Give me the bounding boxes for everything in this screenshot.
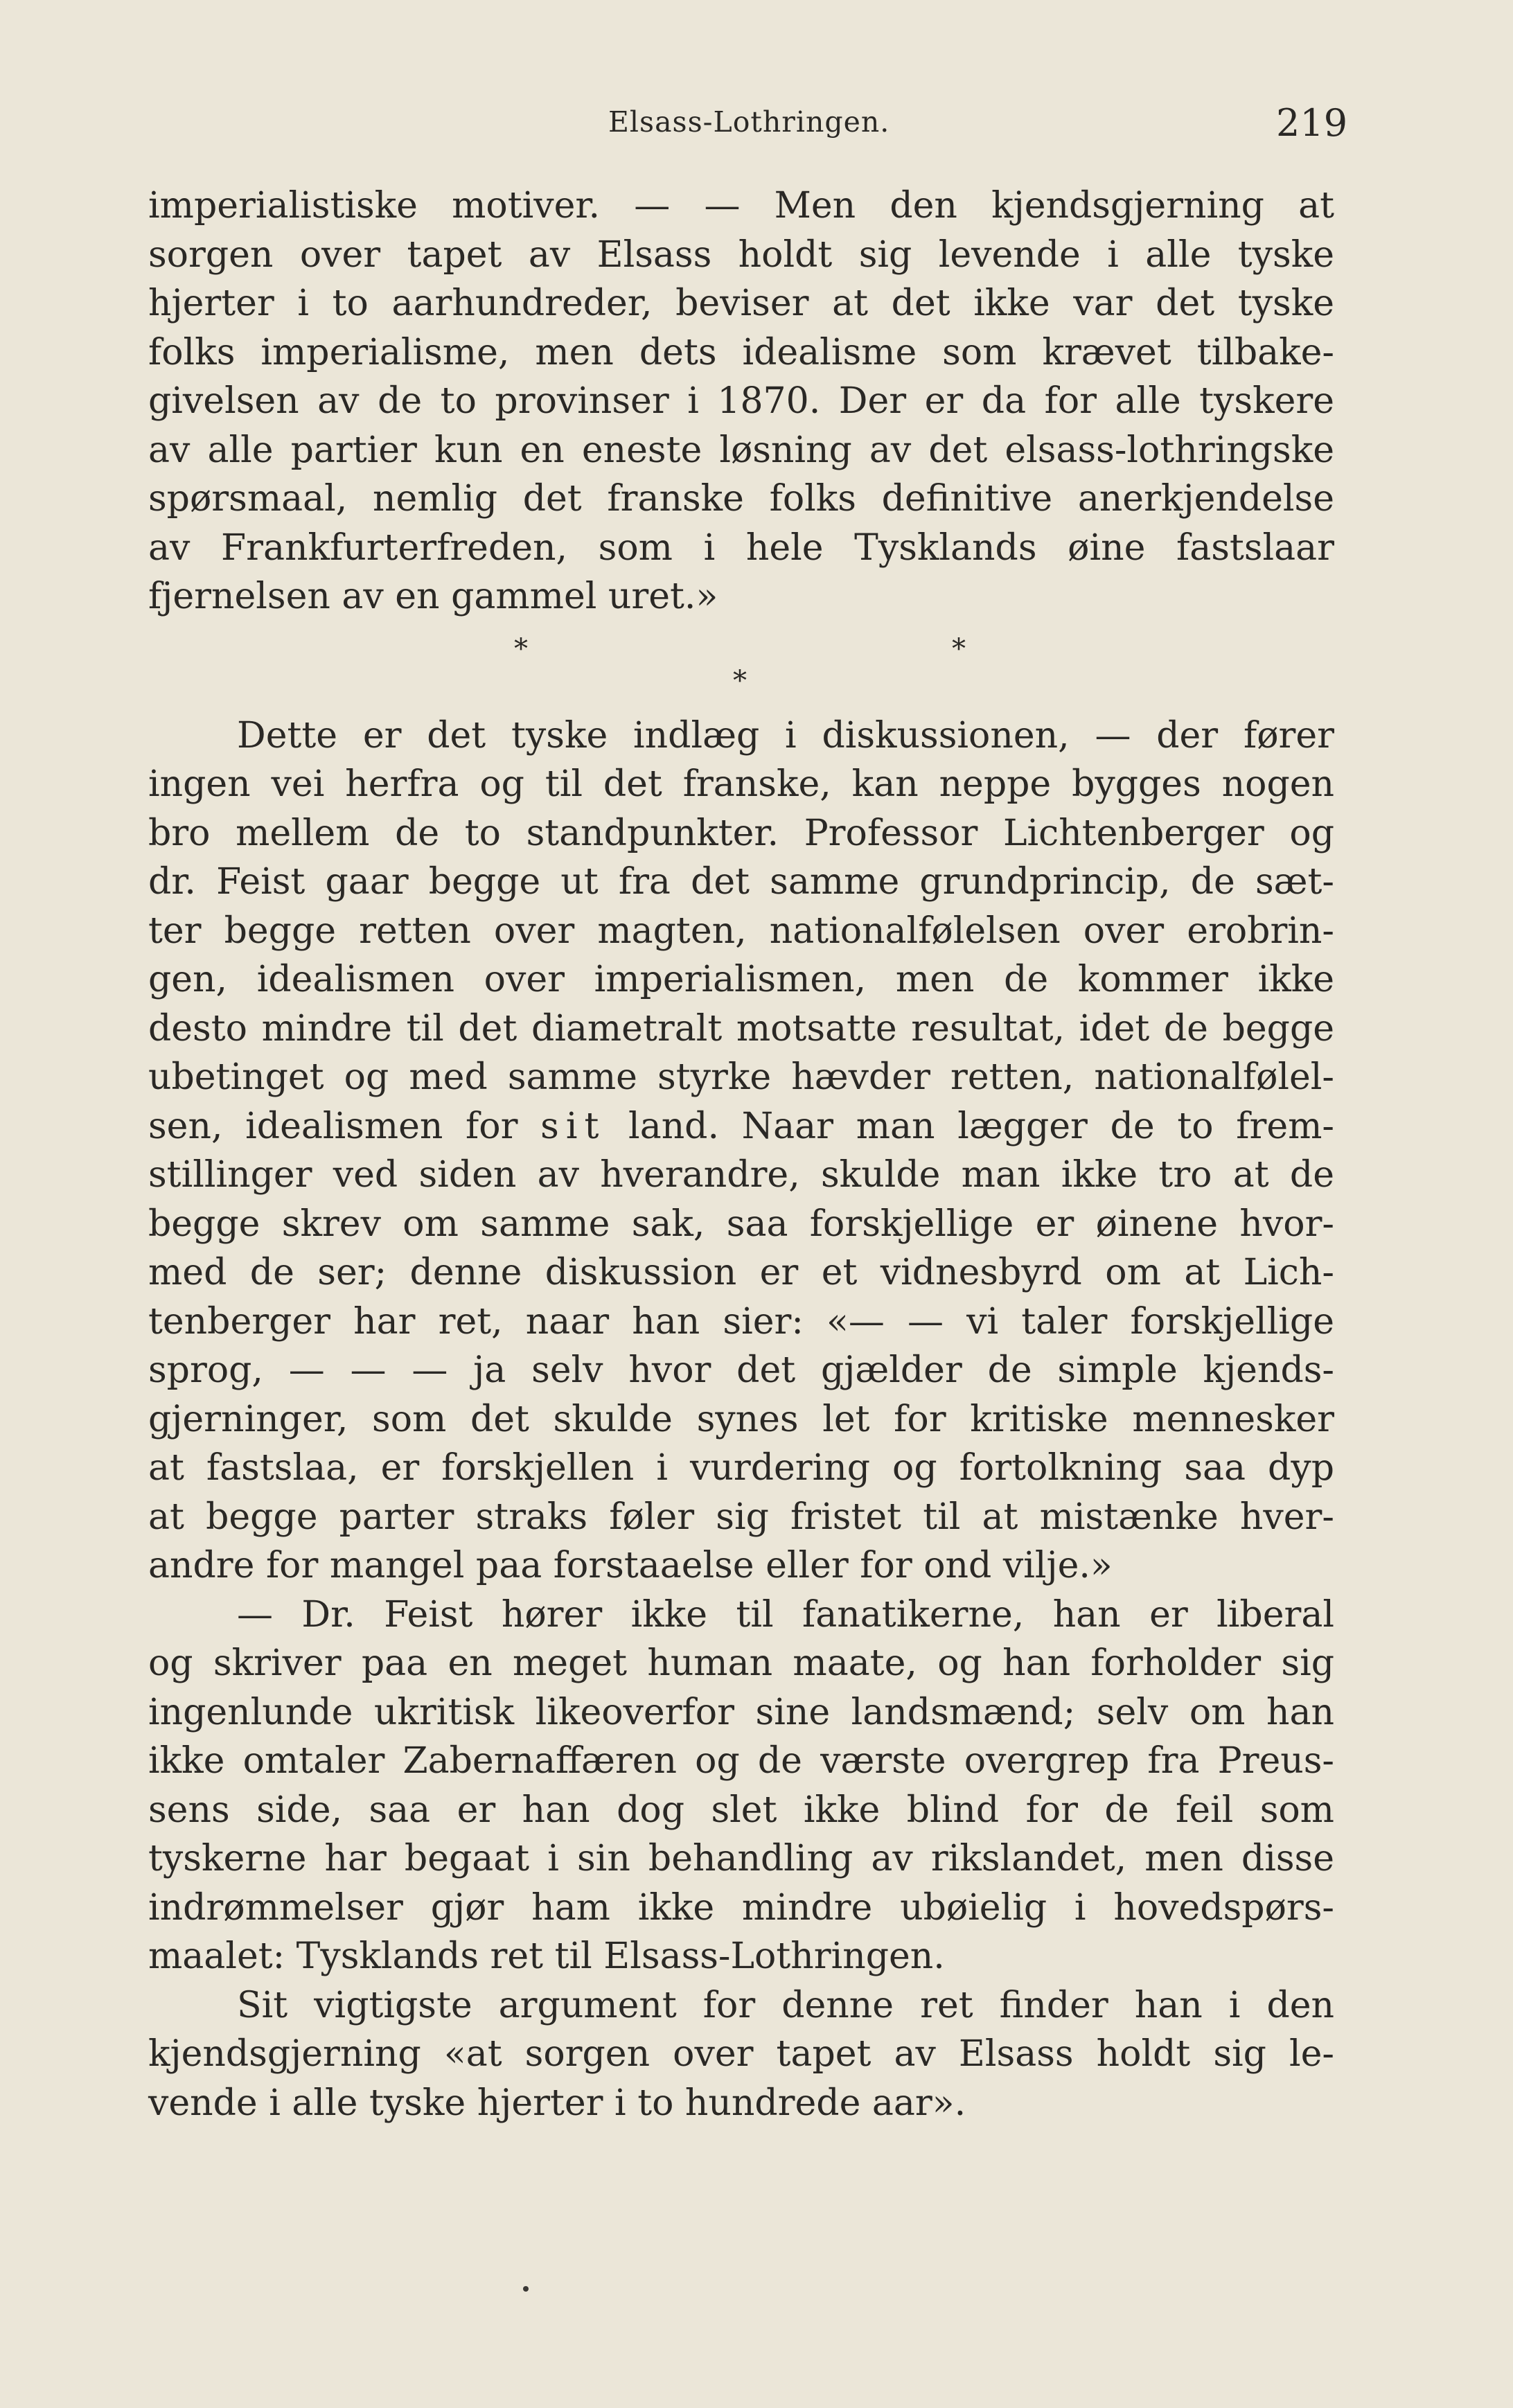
running-title: Elsass-Lothringen.: [608, 105, 890, 139]
text-line: Sit vigtigste argument for denne ret finder han i den: [237, 1984, 1334, 2026]
text-line: at begge parter straks føler sig fristet til at mistænke hver-: [148, 1496, 1334, 1538]
text-segment: land. Naar man lægger de to frem-: [605, 1105, 1334, 1147]
text-line: hjerter i to aarhundreder, beviser at det ikke var det tyske: [148, 283, 1334, 324]
text-line: Dette er det tyske indlæg i diskussionen, — der fører: [237, 714, 1334, 756]
text-line: desto mindre til det diametralt motsatte resultat, idet de begge: [148, 1007, 1334, 1050]
page-number: 219: [1276, 101, 1348, 145]
text-line: andre for mangel paa forstaaelse eller for ond vilje.»: [148, 1545, 1113, 1586]
text-line: begge skrev om samme sak, saa forskjellige er øinene hvor-: [148, 1203, 1334, 1245]
section-separator: [148, 621, 1334, 711]
text-line-with-spaced-word: [148, 1102, 1334, 1151]
paper-speck: [523, 2286, 529, 2292]
text-line: vende i alle tyske hjerter i to hundrede aar».: [148, 2082, 966, 2124]
paragraph-3: [148, 1591, 1334, 1981]
text-line: kjendsgjerning «at sorgen over tapet av Elsass holdt sig le-: [148, 2033, 1334, 2075]
text-line: sprog, — — — ja selv hvor det gjælder de simple kjends-: [148, 1349, 1334, 1391]
text-line: sorgen over tapet av Elsass holdt sig levende i alle tyske: [148, 233, 1334, 276]
text-line: ingenlunde ukritisk likeoverfor sine landsmænd; selv om han: [148, 1691, 1334, 1733]
text-line: sens side, saa er han dog slet ikke blind for de feil som: [148, 1789, 1334, 1831]
text-line: ubetinget og med samme styrke hævder retten, nationalfølel-: [148, 1056, 1334, 1098]
text-line: givelsen av de to provinser i 1870. Der er da for alle tyskere: [148, 380, 1334, 422]
text-line: imperialistiske motiver. — — Men den kjendsgjerning at: [148, 185, 1334, 227]
text-line: — Dr. Feist hører ikke til fanatikerne, han er liberal: [237, 1593, 1334, 1636]
asterisk-ornament: *: [514, 632, 528, 665]
text-line: spørsmaal, nemlig det franske folks definitive anerkjendelse: [148, 478, 1334, 520]
text-line: maalet: Tysklands ret til Elsass-Lothringen.: [148, 1936, 945, 1977]
asterisk-ornament: *: [733, 664, 747, 697]
text-line: at fastslaa, er forskjellen i vurdering og fortolkning saa dyp: [148, 1447, 1334, 1489]
text-line: indrømmelser gjør ham ikke mindre ubøielig i hovedspørs-: [148, 1886, 1334, 1929]
asterisk-ornament: *: [952, 632, 966, 665]
text-line: gen, idealismen over imperialismen, men de kommer ikke: [148, 959, 1334, 1000]
text-segment: sen, idealismen for: [148, 1105, 541, 1147]
paragraph-2: [148, 711, 1334, 1591]
text-line: gjerninger, som det skulde synes let for kritiske mennesker: [148, 1398, 1334, 1440]
text-line: av alle partier kun en eneste løsning av det elsass-lothringske: [148, 429, 1334, 471]
paragraph-4: [148, 1981, 1334, 2128]
text-line: ingen vei herfra og til det franske, kan neppe bygges nogen: [148, 763, 1334, 805]
text-line: av Frankfurterfreden, som i hele Tysklands øine fastslaar: [148, 526, 1334, 569]
paragraph-1: [148, 182, 1334, 621]
text-line: stillinger ved siden av hverandre, skulde man ikke tro at de: [148, 1154, 1334, 1196]
text-line: fjernelsen av en gammel uret.»: [148, 576, 718, 617]
text-line: tenberger har ret, naar han sier: «— — vi taler forskjellige: [148, 1300, 1334, 1343]
body-text: [148, 182, 1334, 2127]
text-line: ikke omtaler Zabernaffæren og de værste overgrep fra Preus-: [148, 1740, 1334, 1782]
emphasized-word: sit: [540, 1105, 606, 1147]
text-line: dr. Feist gaar begge ut fra det samme grundprincip, de sæt-: [148, 861, 1334, 903]
running-header: [0, 101, 1513, 147]
text-line: med de ser; denne diskussion er et vidnesbyrd om at Lich-: [148, 1252, 1334, 1293]
text-line: ter begge retten over magten, nationalfølelsen over erobrin-: [148, 910, 1334, 952]
text-line: bro mellem de to standpunkter. Professor Lichtenberger og: [148, 812, 1334, 854]
text-line: tyskerne har begaat i sin behandling av rikslandet, men disse: [148, 1838, 1334, 1879]
text-line: og skriver paa en meget human maate, og han forholder sig: [148, 1643, 1334, 1684]
text-line: folks imperialisme, men dets idealisme som krævet tilbake-: [148, 331, 1334, 373]
